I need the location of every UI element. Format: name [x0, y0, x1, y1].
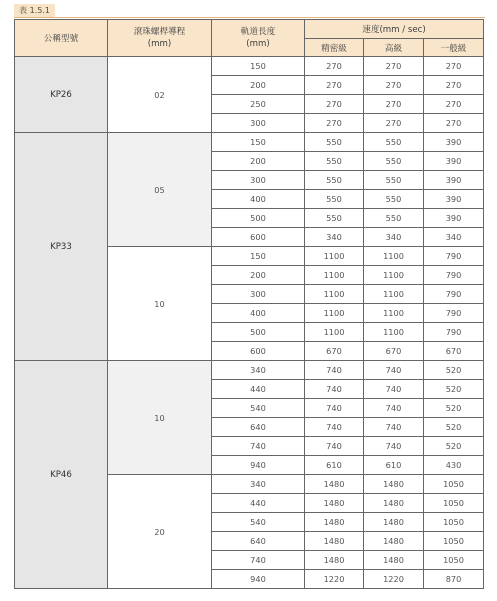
normal-speed-cell: 1050: [424, 494, 484, 513]
header-lead-line2: (mm): [147, 39, 172, 49]
precision-speed-cell: 1480: [305, 532, 364, 551]
length-cell: 740: [212, 437, 305, 456]
precision-speed-cell: 270: [305, 95, 364, 114]
normal-speed-cell: 270: [424, 114, 484, 133]
length-cell: 640: [212, 418, 305, 437]
length-cell: 150: [212, 247, 305, 266]
normal-speed-cell: 270: [424, 57, 484, 76]
length-cell: 340: [212, 475, 305, 494]
normal-speed-cell: 790: [424, 323, 484, 342]
length-cell: 940: [212, 456, 305, 475]
high-speed-cell: 1480: [364, 551, 424, 570]
length-cell: 300: [212, 171, 305, 190]
normal-speed-cell: 520: [424, 418, 484, 437]
normal-speed-cell: 790: [424, 247, 484, 266]
high-speed-cell: 610: [364, 456, 424, 475]
length-cell: 400: [212, 304, 305, 323]
normal-speed-cell: 430: [424, 456, 484, 475]
normal-speed-cell: 390: [424, 171, 484, 190]
precision-speed-cell: 740: [305, 437, 364, 456]
length-cell: 150: [212, 133, 305, 152]
precision-speed-cell: 1480: [305, 513, 364, 532]
high-speed-cell: 1100: [364, 247, 424, 266]
length-cell: 150: [212, 57, 305, 76]
high-speed-cell: 340: [364, 228, 424, 247]
table-body: [15, 57, 484, 589]
precision-speed-cell: 740: [305, 361, 364, 380]
lead-cell: 05: [108, 133, 212, 247]
lead-cell: 10: [108, 361, 212, 475]
precision-speed-cell: 550: [305, 133, 364, 152]
length-cell: 250: [212, 95, 305, 114]
high-speed-cell: 1480: [364, 532, 424, 551]
length-cell: 940: [212, 570, 305, 589]
normal-speed-cell: 1050: [424, 551, 484, 570]
high-speed-cell: 740: [364, 399, 424, 418]
precision-speed-cell: 740: [305, 399, 364, 418]
normal-speed-cell: 1050: [424, 513, 484, 532]
high-speed-cell: 1100: [364, 266, 424, 285]
length-cell: 740: [212, 551, 305, 570]
speed-spec-table: [14, 19, 484, 589]
precision-speed-cell: 1480: [305, 475, 364, 494]
high-speed-cell: 270: [364, 57, 424, 76]
precision-speed-cell: 1220: [305, 570, 364, 589]
header-length-line1: 軌道長度: [240, 27, 276, 37]
normal-speed-cell: 1050: [424, 475, 484, 494]
normal-speed-cell: 1050: [424, 532, 484, 551]
model-cell: KP46: [15, 361, 108, 589]
precision-speed-cell: 550: [305, 171, 364, 190]
length-cell: 540: [212, 399, 305, 418]
length-cell: 600: [212, 228, 305, 247]
precision-speed-cell: 1100: [305, 304, 364, 323]
high-speed-cell: 550: [364, 171, 424, 190]
normal-speed-cell: 390: [424, 190, 484, 209]
lead-cell: 02: [108, 57, 212, 133]
precision-speed-cell: 550: [305, 209, 364, 228]
high-speed-cell: 670: [364, 342, 424, 361]
header-speed-group: 速度(mm / sec): [305, 20, 484, 39]
precision-speed-cell: 740: [305, 418, 364, 437]
precision-speed-cell: 610: [305, 456, 364, 475]
high-speed-cell: 740: [364, 418, 424, 437]
precision-speed-cell: 270: [305, 57, 364, 76]
precision-speed-cell: 1480: [305, 494, 364, 513]
high-speed-cell: 550: [364, 152, 424, 171]
high-speed-cell: 550: [364, 190, 424, 209]
high-speed-cell: 270: [364, 95, 424, 114]
normal-speed-cell: 270: [424, 95, 484, 114]
length-cell: 400: [212, 190, 305, 209]
high-speed-cell: 1100: [364, 304, 424, 323]
high-speed-cell: 740: [364, 380, 424, 399]
normal-speed-cell: 340: [424, 228, 484, 247]
normal-speed-cell: 520: [424, 437, 484, 456]
model-cell: KP26: [15, 57, 108, 133]
table-row: [15, 361, 484, 380]
normal-speed-cell: 790: [424, 285, 484, 304]
model-cell: KP33: [15, 133, 108, 361]
normal-speed-cell: 870: [424, 570, 484, 589]
high-speed-cell: 550: [364, 133, 424, 152]
high-speed-cell: 550: [364, 209, 424, 228]
header-length-line2: (mm): [246, 39, 270, 49]
header-length: [212, 20, 305, 57]
table-number-tag: 表 1.5.1: [14, 4, 55, 17]
length-cell: 300: [212, 114, 305, 133]
lead-cell: 20: [108, 475, 212, 589]
high-speed-cell: 1480: [364, 513, 424, 532]
length-cell: 640: [212, 532, 305, 551]
precision-speed-cell: 1100: [305, 285, 364, 304]
normal-speed-cell: 390: [424, 209, 484, 228]
high-speed-cell: 1100: [364, 323, 424, 342]
length-cell: 200: [212, 266, 305, 285]
precision-speed-cell: 340: [305, 228, 364, 247]
length-cell: 500: [212, 323, 305, 342]
high-speed-cell: 740: [364, 361, 424, 380]
precision-speed-cell: 550: [305, 152, 364, 171]
header-normal: 一般級: [424, 39, 484, 57]
table-row: [15, 57, 484, 76]
lead-cell: 10: [108, 247, 212, 361]
high-speed-cell: 1220: [364, 570, 424, 589]
length-cell: 540: [212, 513, 305, 532]
header-model: 公稱型號: [15, 20, 108, 57]
normal-speed-cell: 390: [424, 133, 484, 152]
normal-speed-cell: 670: [424, 342, 484, 361]
normal-speed-cell: 790: [424, 266, 484, 285]
precision-speed-cell: 1100: [305, 247, 364, 266]
high-speed-cell: 270: [364, 114, 424, 133]
length-cell: 200: [212, 76, 305, 95]
normal-speed-cell: 270: [424, 76, 484, 95]
length-cell: 500: [212, 209, 305, 228]
precision-speed-cell: 740: [305, 380, 364, 399]
precision-speed-cell: 1100: [305, 323, 364, 342]
length-cell: 340: [212, 361, 305, 380]
tag-underline: [14, 17, 485, 18]
normal-speed-cell: 390: [424, 152, 484, 171]
precision-speed-cell: 670: [305, 342, 364, 361]
length-cell: 300: [212, 285, 305, 304]
header-high: 高級: [364, 39, 424, 57]
precision-speed-cell: 550: [305, 190, 364, 209]
length-cell: 200: [212, 152, 305, 171]
high-speed-cell: 1100: [364, 285, 424, 304]
header-precision: 精密級: [305, 39, 364, 57]
precision-speed-cell: 1480: [305, 551, 364, 570]
high-speed-cell: 1480: [364, 494, 424, 513]
table-row: [15, 133, 484, 152]
precision-speed-cell: 1100: [305, 266, 364, 285]
precision-speed-cell: 270: [305, 114, 364, 133]
normal-speed-cell: 520: [424, 399, 484, 418]
length-cell: 440: [212, 380, 305, 399]
high-speed-cell: 1480: [364, 475, 424, 494]
normal-speed-cell: 790: [424, 304, 484, 323]
header-lead-line1: 滾珠螺桿導程: [133, 27, 186, 37]
normal-speed-cell: 520: [424, 361, 484, 380]
high-speed-cell: 270: [364, 76, 424, 95]
normal-speed-cell: 520: [424, 380, 484, 399]
header-lead: [108, 20, 212, 57]
high-speed-cell: 740: [364, 437, 424, 456]
precision-speed-cell: 270: [305, 76, 364, 95]
length-cell: 600: [212, 342, 305, 361]
length-cell: 440: [212, 494, 305, 513]
